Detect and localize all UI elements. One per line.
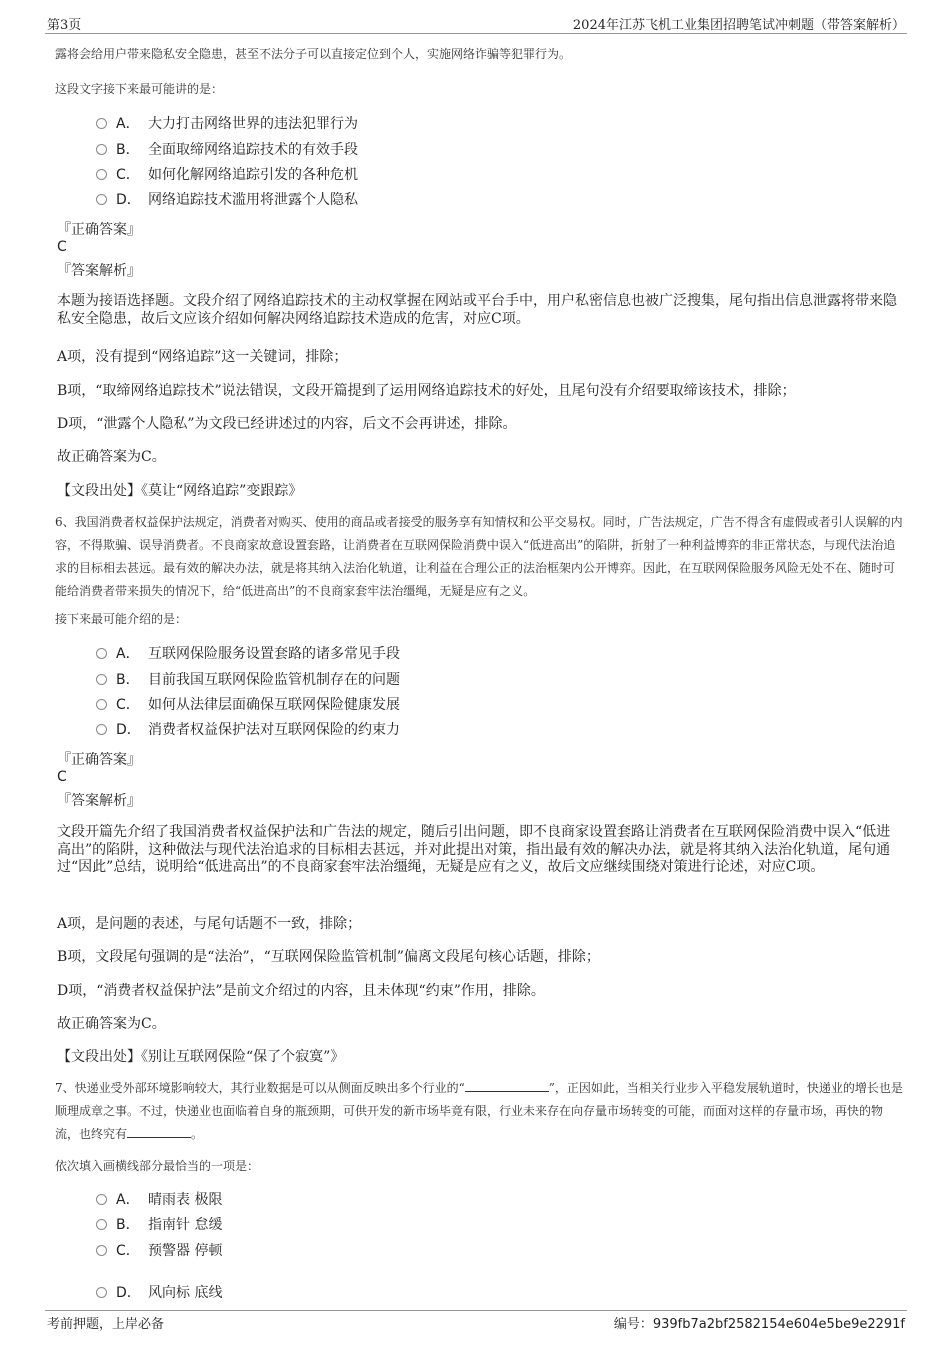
q5-note-b: B项，“取缔网络追踪技术”说法错误，文段开篇提到了运用网络追踪技术的好处，且尾句没有介绍要取缔该技术，排除；	[57, 383, 796, 399]
q6-note-b: B项，文段尾句强调的是“法治”，“互联网保险监管机制”偏离文段尾句核心话题，排除；	[57, 949, 600, 965]
q6-conclusion: 故正确答案为C。	[57, 1016, 166, 1032]
page-number: 第3页	[47, 18, 82, 33]
q6-note-a: A项，是问题的表述，与尾句话题不一致，排除；	[57, 916, 362, 932]
header-rule	[45, 33, 907, 34]
q5-passage-end: 露将会给用户带来隐私安全隐患，甚至不法分子可以直接定位到个人，实施网络诈骗等犯罪行为。	[55, 47, 572, 61]
radio-icon[interactable]	[96, 724, 107, 735]
q6-analysis-label: 『答案解析』	[57, 793, 141, 809]
radio-icon[interactable]	[96, 1219, 107, 1230]
q5-option-a[interactable]: A． 大力打击网络世界的违法犯罪行为	[96, 113, 358, 135]
q7-passage: 7、快递业受外部环境影响较大，其行业数据是可以从侧面反映出多个行业的“ ”，正因如此，当相关行业步入平稳发展轨道时，快递业的增长也是顺理成章之事。不过，快递业也面临着自身的瓶颈期，可供开发的新市场毕竟有限，行业未来存在向存量市场转变的可能，而面对这样的存量市场，再快的物流，也终究有 。	[55, 1081, 903, 1141]
q5-answer: C	[57, 239, 67, 255]
q5-answer-label: 『正确答案』	[57, 222, 141, 238]
q5-prompt: 这段文字接下来最可能讲的是：	[55, 82, 224, 96]
q5-source: 【文段出处】《莫让“网络追踪”变跟踪》	[57, 483, 303, 499]
q7-prompt: 依次填入画横线部分最恰当的一项是：	[55, 1159, 260, 1173]
q5-option-c[interactable]: C． 如何化解网络追踪引发的各种危机	[96, 164, 358, 186]
q6-option-b[interactable]: B． 目前我国互联网保险监管机制存在的问题	[96, 669, 400, 691]
q6-answer: C	[57, 769, 67, 785]
q7-option-b[interactable]: B． 指南针 怠缓	[96, 1214, 222, 1236]
q5-analysis-label: 『答案解析』	[57, 263, 141, 279]
q7-option-d[interactable]: D． 风向标 底线	[96, 1282, 222, 1304]
q7-option-a[interactable]: A． 晴雨表 极限	[96, 1189, 222, 1211]
q7-option-c[interactable]: C． 预警器 停顿	[96, 1240, 222, 1262]
radio-icon[interactable]	[96, 648, 107, 659]
blank-2[interactable]	[127, 1137, 191, 1138]
q6-option-d[interactable]: D． 消费者权益保护法对互联网保险的约束力	[96, 719, 400, 741]
radio-icon[interactable]	[96, 674, 107, 685]
q5-option-b[interactable]: B． 全面取缔网络追踪技术的有效手段	[96, 139, 358, 161]
q5-note-a: A项，没有提到“网络追踪”这一关键词，排除；	[57, 349, 348, 365]
q5-analysis: 本题为接语选择题。文段介绍了网络追踪技术的主动权掌握在网站或平台手中，用户私密信息也被广泛搜集，尾句指出信息泄露将带来隐私安全隐患，故后文应该介绍如何解决网络追踪技术造成的危害，对应C项。	[57, 293, 897, 327]
q6-analysis: 文段开篇先介绍了我国消费者权益保护法和广告法的规定，随后引出问题，即不良商家设置套路让消费者在互联网保险消费中误入“低进高出”的陷阱，这种做法与现代法治追求的目标相去甚远，并对此提出对策，指出最有效的解决办法，就是将其纳入法治化轨道，尾句通过“因此”总结，说明给“低进高出”的不良商家套牢法治缰绳，无疑是应有之义，故后文应继续围绕对策进行论述，对应C项。	[57, 824, 891, 875]
radio-icon[interactable]	[96, 1194, 107, 1205]
radio-icon[interactable]	[96, 194, 107, 205]
blank-1[interactable]	[465, 1091, 549, 1092]
radio-icon[interactable]	[96, 169, 107, 180]
radio-icon[interactable]	[96, 144, 107, 155]
q6-prompt: 接下来最可能介绍的是：	[55, 612, 188, 626]
document-title: 2024年江苏飞机工业集团招聘笔试冲刺题（带答案解析）	[572, 18, 905, 33]
q6-option-c[interactable]: C． 如何从法律层面确保互联网保险健康发展	[96, 694, 400, 716]
q5-note-d: D项，“泄露个人隐私”为文段已经讲述过的内容，后文不会再讲述，排除。	[57, 416, 517, 432]
q6-answer-label: 『正确答案』	[57, 752, 141, 768]
radio-icon[interactable]	[96, 118, 107, 129]
footer-slogan: 考前押题，上岸必备	[47, 1317, 165, 1332]
q6-option-a[interactable]: A． 互联网保险服务设置套路的诸多常见手段	[96, 643, 400, 665]
q6-note-d: D项，“消费者权益保护法”是前文介绍过的内容，且未体现“约束”作用，排除。	[57, 983, 545, 999]
document-code: 编号：939fb7a2bf2582154e604e5be9e2291f	[613, 1317, 905, 1332]
footer-rule	[45, 1310, 907, 1311]
radio-icon[interactable]	[96, 699, 107, 710]
q6-passage: 6、我国消费者权益保护法规定，消费者对购买、使用的商品或者接受的服务享有知情权和公平交易权。同时，广告法规定，广告不得含有虚假或者引人误解的内容，不得欺骗、误导消费者。不良商家故意设置套路，让消费者在互联网保险消费中误入“低进高出”的陷阱，折射了一种利益博弈的非正常状态，与现代法治追求的目标相去甚远。最有效的解决办法，就是将其纳入法治化轨道，让利益在合理公正的法治框架内公开博弈。因此，在互联网保险服务风险无处不在、随时可能给消费者带来损失的情况下，给“低进高出”的不良商家套牢法治缰绳，无疑是应有之义。	[55, 515, 903, 598]
q5-option-d[interactable]: D． 网络追踪技术滥用将泄露个人隐私	[96, 189, 358, 211]
radio-icon[interactable]	[96, 1287, 107, 1298]
q6-source: 【文段出处】《别让互联网保险“保了个寂寞”》	[57, 1049, 345, 1065]
q5-conclusion: 故正确答案为C。	[57, 449, 166, 465]
radio-icon[interactable]	[96, 1245, 107, 1256]
